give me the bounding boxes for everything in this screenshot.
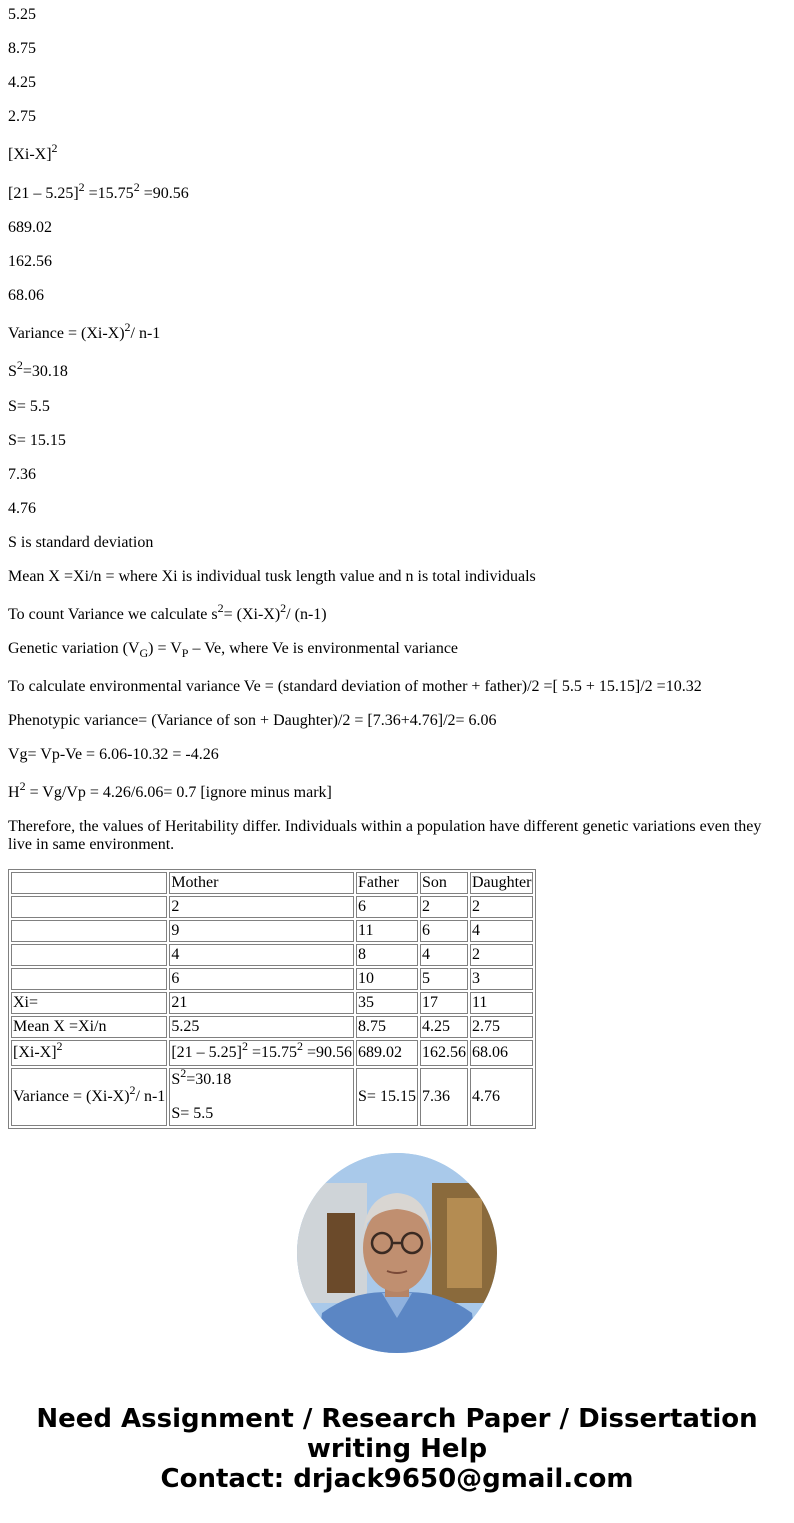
table-cell: 4.76 bbox=[470, 1068, 534, 1126]
table-cell: 11 bbox=[356, 920, 418, 942]
table-cell: 4.25 bbox=[420, 1016, 468, 1038]
vg-calculation: Vg= Vp-Ve = 6.06-10.32 = -4.26 bbox=[8, 746, 219, 763]
table-cell-s2: $S^2=30.18$ bbox=[171, 1065, 232, 1088]
table-cell: Xi= bbox=[11, 992, 167, 1014]
sq-dev-son: 162.56 bbox=[8, 253, 52, 270]
promo-banner bbox=[0, 1404, 794, 1494]
table-cell: 4 bbox=[470, 920, 534, 942]
conclusion: Therefore, the values of Heritability differ. Individuals within a population have different genetic variations even they live in same environment. bbox=[8, 818, 762, 853]
table-cell: 11 bbox=[470, 992, 534, 1014]
table-cell: 6 bbox=[356, 896, 418, 918]
heritability: $H^2 = Vg/Vp = 4.26/6.06= 0.7$ [ignore minus mark] bbox=[8, 778, 332, 801]
author-portrait-icon bbox=[297, 1153, 497, 1353]
table-cell: 5.25 bbox=[169, 1016, 354, 1038]
table-row-sq-dev bbox=[11, 1040, 533, 1066]
table-header-row bbox=[11, 872, 533, 894]
mean-mother: 5.25 bbox=[8, 6, 36, 23]
table-header bbox=[11, 872, 167, 894]
table-cell bbox=[11, 896, 167, 918]
table-cell: $[21 - 5.25]^2 =15.75^2 =90.56$ bbox=[169, 1040, 354, 1066]
table-cell bbox=[11, 944, 167, 966]
table-cell: 2 bbox=[169, 896, 354, 918]
table-cell: $[Xi-X]^2$ bbox=[11, 1040, 167, 1066]
sd-father: S= 15.15 bbox=[8, 432, 66, 449]
table-cell: 6 bbox=[420, 920, 468, 942]
table-header: Son bbox=[420, 872, 468, 894]
table-cell: 2 bbox=[420, 896, 468, 918]
phenotypic-variance: Phenotypic variance= (Variance of son + Daughter)/2 = [7.36+4.76]/2= 6.06 bbox=[8, 712, 497, 729]
mean-son: 4.25 bbox=[8, 74, 36, 91]
table-cell: 2.75 bbox=[470, 1016, 534, 1038]
table-cell bbox=[11, 920, 167, 942]
table-cell: 2 bbox=[470, 896, 534, 918]
table-cell: 5 bbox=[420, 968, 468, 990]
table-cell: 35 bbox=[356, 992, 418, 1014]
table-cell: 8.75 bbox=[356, 1016, 418, 1038]
environmental-variance: To calculate environmental variance Ve = (standard deviation of mother + father)/2 =[ 5.5 + 15.15]/2 =10.32 bbox=[8, 678, 702, 695]
mean-father: 8.75 bbox=[8, 40, 36, 57]
variance-daughter: 4.76 bbox=[8, 500, 36, 517]
table-cell: 4 bbox=[420, 944, 468, 966]
table-cell bbox=[11, 968, 167, 990]
table-cell: 7.36 bbox=[420, 1068, 468, 1126]
table-cell: Mean X =Xi/n bbox=[11, 1016, 167, 1038]
s-definition: S is standard deviation bbox=[8, 534, 154, 551]
table-cell: Variance = $(Xi-X)^2/$ n-1 bbox=[11, 1068, 167, 1126]
table-row bbox=[11, 944, 533, 966]
table-cell: 3 bbox=[470, 968, 534, 990]
table-cell: 9 bbox=[169, 920, 354, 942]
promo-line-2: writing Help bbox=[306, 1434, 488, 1464]
data-table bbox=[8, 869, 536, 1129]
sd-mother: S= 5.5 bbox=[8, 398, 50, 415]
variance-formula: Variance = $(Xi-X)^2/$ n-1 bbox=[8, 319, 161, 342]
sq-dev-mother: $[21 - 5.25]^2 =15.75^2 =90.56$ bbox=[8, 179, 189, 202]
table-header: Daughter bbox=[470, 872, 534, 894]
table-cell: S= 15.15 bbox=[356, 1068, 418, 1126]
variance-son: 7.36 bbox=[8, 466, 36, 483]
mean-daughter: 2.75 bbox=[8, 108, 36, 125]
variance-definition: To count Variance we calculate $s^2= (Xi-X)^2/$ (n-1) bbox=[8, 600, 327, 623]
table-cell: 689.02 bbox=[356, 1040, 418, 1066]
table-row-mean bbox=[11, 1016, 533, 1038]
variance-s2: $S^2=30.18$ bbox=[8, 357, 68, 380]
table-cell: 4 bbox=[169, 944, 354, 966]
table-header: Mother bbox=[169, 872, 354, 894]
table-header: Father bbox=[356, 872, 418, 894]
table-row bbox=[11, 896, 533, 918]
table-cell: 162.56 bbox=[420, 1040, 468, 1066]
table-cell: 2 bbox=[470, 944, 534, 966]
sq-dev-heading: $[Xi-X]^2$ bbox=[8, 140, 58, 163]
table-row bbox=[11, 968, 533, 990]
table-row-sum bbox=[11, 992, 533, 1014]
table-cell bbox=[169, 1065, 354, 1126]
table-cell: 17 bbox=[420, 992, 468, 1014]
promo-line-1: Need Assignment / Research Paper / Dissertation bbox=[36, 1404, 758, 1434]
sq-dev-daughter: 68.06 bbox=[8, 287, 44, 304]
mean-definition: Mean X =Xi/n = where Xi is individual tusk length value and n is total individuals bbox=[8, 568, 536, 585]
table-cell: 8 bbox=[356, 944, 418, 966]
genetic-variation: Genetic variation $(V_G) = V_P - Ve$, where Ve is environmental variance bbox=[8, 640, 459, 661]
table-cell: 6 bbox=[169, 968, 354, 990]
author-avatar bbox=[297, 1153, 497, 1353]
table-cell: 21 bbox=[169, 992, 354, 1014]
table-cell: 10 bbox=[356, 968, 418, 990]
table-row-variance bbox=[11, 1068, 533, 1126]
promo-contact: Contact: drjack9650@gmail.com bbox=[160, 1464, 634, 1494]
sq-dev-father: 689.02 bbox=[8, 219, 52, 236]
table-row bbox=[11, 920, 533, 942]
table-cell-sd: S= 5.5 bbox=[171, 1105, 214, 1122]
table-cell: 68.06 bbox=[470, 1040, 534, 1066]
